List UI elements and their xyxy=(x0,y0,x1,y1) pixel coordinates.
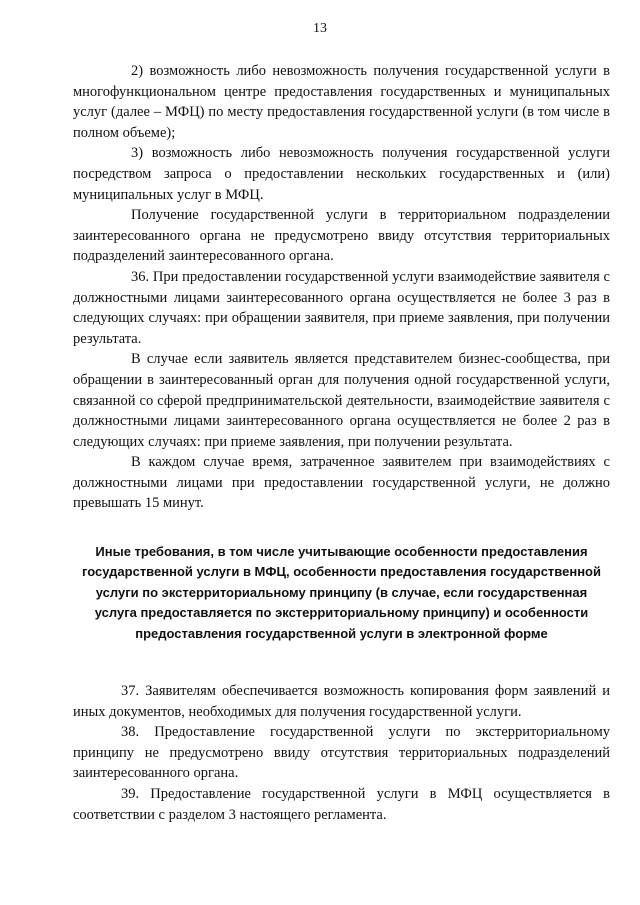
body-text-bottom xyxy=(73,681,610,825)
paragraph-item-3: 3) возможность либо невозможность получения государственной услуги посредством запроса о предоставлении нескольких государственных и (или) муниципальных услуг в МФЦ. xyxy=(73,145,610,203)
paragraph-territorial-division: Получение государственной услуги в территориальном подразделении заинтересованного органа не предусмотрено ввиду отсутствия территориальных подразделений заинтересованного органа. xyxy=(73,207,610,265)
paragraph-37: 37. Заявителям обеспечивается возможность копирования форм заявлений и иных документов, необходимых для получения государственной услуги. xyxy=(73,683,610,720)
paragraph-business-community: В случае если заявитель является представителем бизнес-сообщества, при обращении в заинтересованный орган для получения одной государственной услуги, связанной со сферой предпринимательской деятельности, взаимодействие заявителя с должностными лицами заинтересованного органа осуществляется не более 2 раз в следующих случаях: при приеме заявления, при получении результата. xyxy=(73,351,610,450)
paragraph-36: 36. При предоставлении государственной услуги взаимодействие заявителя с должностными лицами заинтересованного органа осуществляется не более 3 раз в следующих случаях: при обращении заявителя, при приеме заявления, при получении результата. xyxy=(73,268,610,347)
paragraph-39: 39. Предоставление государственной услуги в МФЦ осуществляется в соответствии с разделом 3 настоящего регламента. xyxy=(73,785,610,823)
page-number: 13 xyxy=(313,21,327,36)
section-heading: Иные требования, в том числе учитывающие особенности предоставления государственной услуги в МФЦ, особенности предоставления государственной услуги по экстерриториальному принципу (в случае, если государственная услуга предоставляется по экстерриториальному принципу) и особенности предоставления государственной услуги в электронной форме xyxy=(82,544,601,641)
paragraph-time-limit: В каждом случае время, затраченное заявителем при взаимодействиях с должностными лицами при предоставлении государственной услуги, не должно превышать 15 минут. xyxy=(73,454,610,512)
paragraph-38: 38. Предоставление государственной услуги по экстерриториальному принципу не предусмотрено ввиду отсутствия территориальных подразделений заинтересованного органа. xyxy=(73,724,610,782)
paragraph-item-2: 2) возможность либо невозможность получения государственной услуги в многофункциональном центре предоставления государственных и муниципальных услуг (далее – МФЦ) по месту предоставления государственной услуги (в том числе в полном объеме); xyxy=(73,63,610,141)
body-text-top xyxy=(73,61,610,514)
